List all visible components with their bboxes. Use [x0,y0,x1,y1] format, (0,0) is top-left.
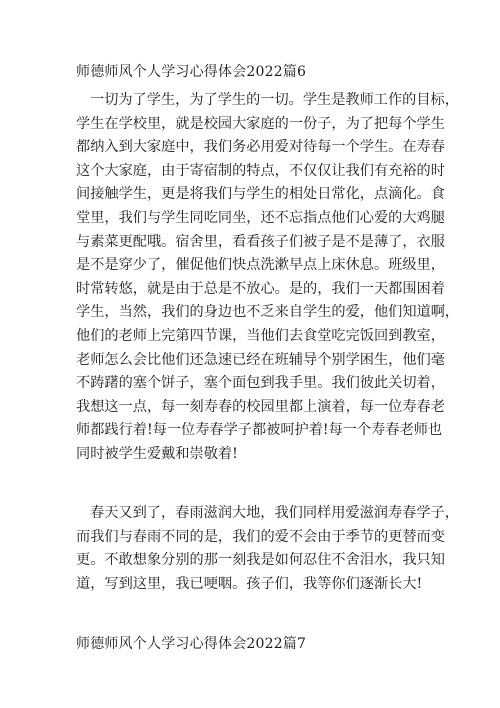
paragraph-line: 学生在学校里，就是校园大家庭的一份子，为了把每个学生 [76,115,445,132]
paragraph-line: 一切为了学生，为了学生的一切。学生是教师工作的目标， [90,92,459,108]
paragraph-line: 都纳入到大家庭中，我们务必用爱对待每一个学生。在寿春 [76,139,445,156]
paragraph-line: 这个大家庭，由于寄宿制的特点，不仅仅让我们有充裕的时 [76,162,445,179]
section-heading-7: 师德师风个人学习心得体会2022篇7 [76,636,307,652]
paragraph-line: 学生，当然，我们的身边也不乏来自学生的爱，他们知道啊， [76,304,460,321]
paragraph-line: 而我们与春雨不同的是，我们的爱不会由于季节的更替而变 [76,528,445,545]
paragraph-line: 间接触学生，更是将我们与学生的相处日常化，点滴化。食 [76,186,445,203]
paragraph-2 [76,502,459,596]
paragraph-line: 我想这一点，每一刻寿春的校园里都上演着，每一位寿春老 [76,398,445,415]
paragraph-line: 堂里，我们与学生同吃同坐，还不忘指点他们心爱的大鸡腿 [76,209,445,226]
paragraph-line: 老师怎么会比他们还急速已经在班辅导个别学困生，他们毫 [76,351,445,368]
paragraph-line: 时常转悠，就是由于总是不放心。是的，我们一天都围困着 [76,280,445,297]
paragraph-line: 春天又到了，春雨滋润大地，我们同样用爱滋润寿春学子， [90,505,459,521]
paragraph-line: 是不是穿少了，催促他们快点洗漱早点上床休息。班级里， [76,257,445,274]
section-heading-6: 师德师风个人学习心得体会2022篇6 [76,64,307,80]
paragraph-line: 他们的老师上完第四节课，当他们去食堂吃完饭回到教室， [76,327,445,344]
paragraph-line: 与素菜更配哦。宿舍里，看看孩子们被子是不是薄了，衣服 [76,233,445,250]
paragraph-1 [76,89,460,467]
paragraph-line: 师都践行着!每一位寿春学子都被呵护着!每一个寿春老师也 [76,422,443,439]
paragraph-line: 道，写到这里，我已哽咽。孩子们，我等你们逐渐长大! [76,575,423,592]
paragraph-line: 不踌躇的塞个饼子，塞个面包到我手里。我们彼此关切着， [76,375,445,392]
paragraph-line: 同时被学生爱戴和崇敬着! [76,445,238,462]
paragraph-line: 更。不敢想象分别的那一刻我是如何忍住不舍泪水，我只知 [76,552,445,569]
